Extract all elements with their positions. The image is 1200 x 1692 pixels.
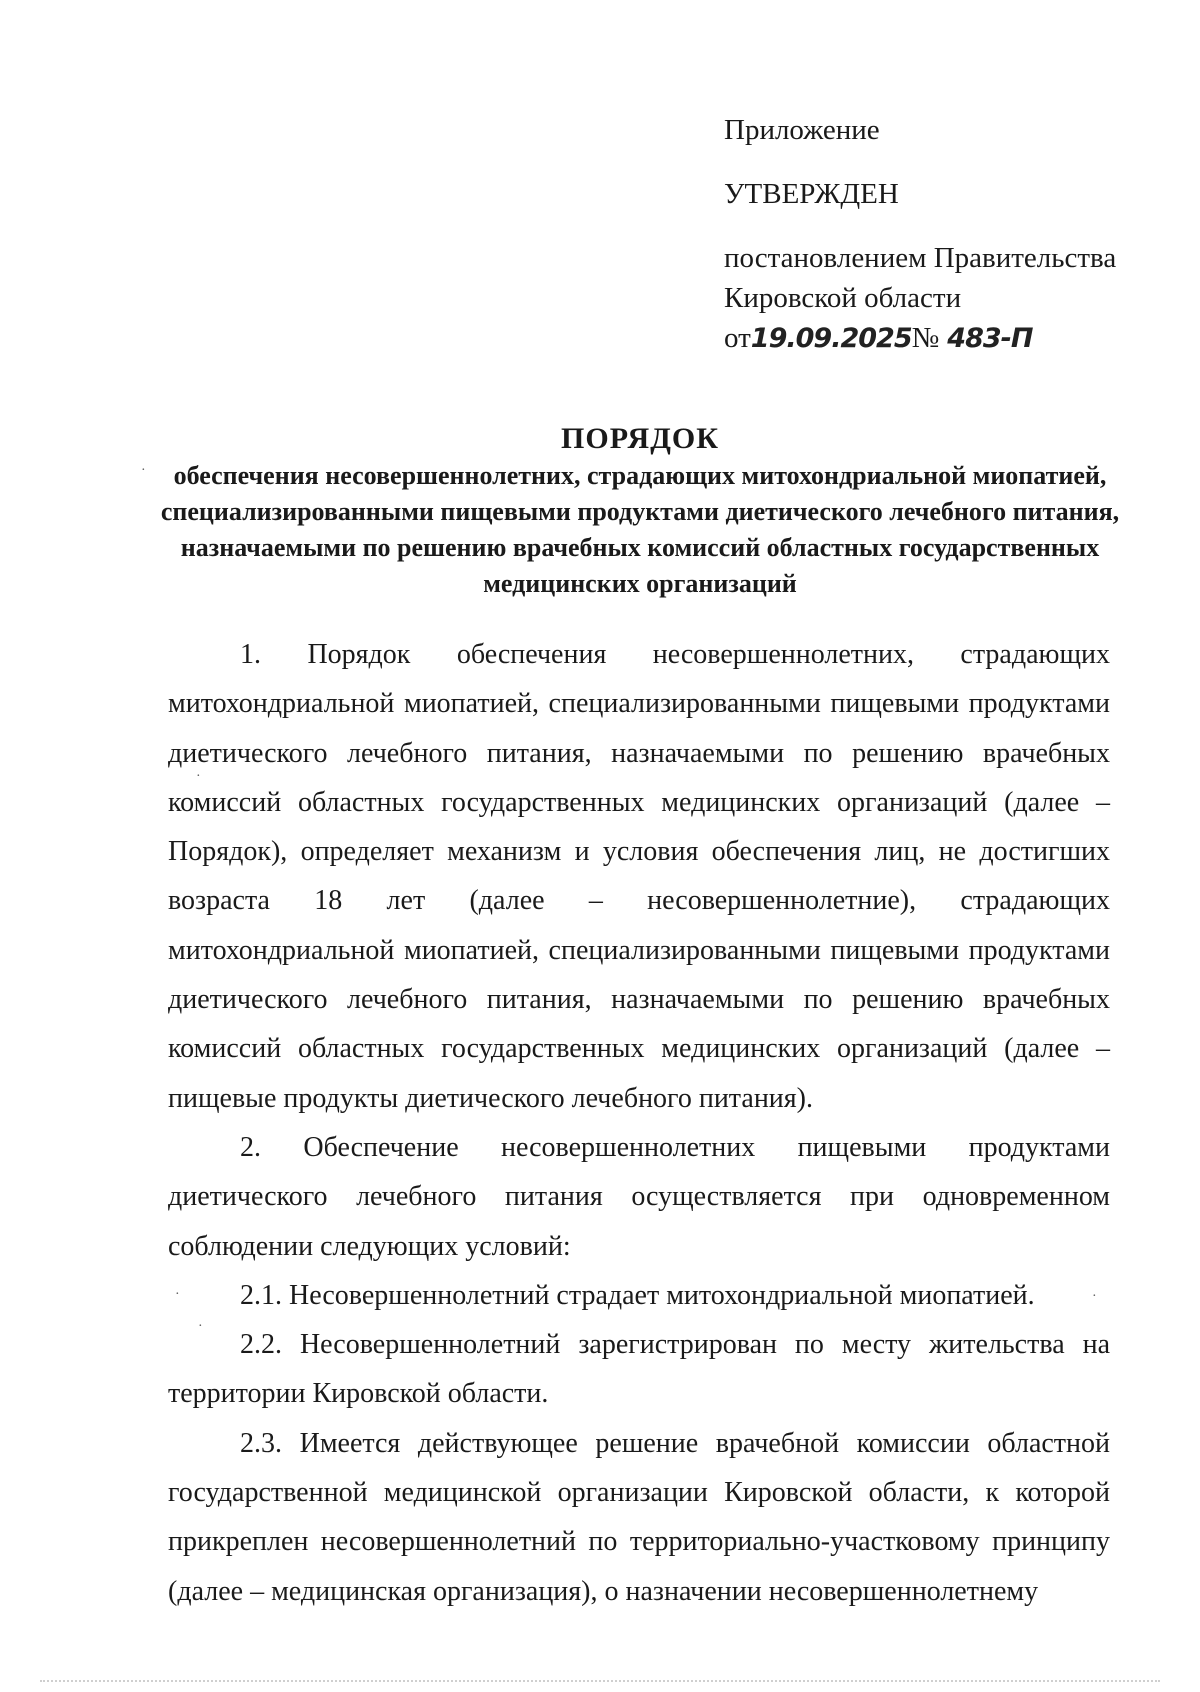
paragraph-2-3: 2.3. Имеется действующее решение врачебной комиссии областной государственной медицинской организации Кировской области, к которой прикреплен несовершеннолетний по территориально-участковому принципу (далее – медицинская организация), о назначении несовершеннолетнему	[168, 1427, 1110, 1607]
number-prefix: №	[911, 322, 940, 354]
decree-line-2: Кировской области	[724, 282, 962, 314]
scan-edge-line	[40, 1680, 1160, 1682]
paragraph-2: 2. Обеспечение несовершеннолетних пищевыми продуктами диетического лечебного питания осуществляется при одновременном соблюдении следующих условий:	[168, 1131, 1110, 1262]
paragraph-1: 1. Порядок обеспечения несовершеннолетних, страдающих митохондриальной миопатией, специализированными пищевыми продуктами диетического лечебного питания, назначаемыми по решению врачебных комиссий областных государственных медицинских организаций (далее – Порядок), определяет механизм и условия обеспечения лиц, не достигших возраста 18 лет (далее – несовершеннолетние), страдающих митохондриальной миопатией, специализированными пищевыми продуктами диетического лечебного питания, назначаемыми по решению врачебных комиссий областных государственных медицинских организаций (далее – пищевые продукты диетического лечебного питания).	[168, 639, 1110, 1114]
handwritten-number: 483-П	[947, 323, 1033, 354]
document-title-block	[150, 420, 1130, 602]
appendix-label: Приложение	[724, 114, 880, 146]
scan-speck: ·	[1092, 1289, 1097, 1304]
decree-line-1: постановлением Правительства	[724, 242, 1117, 274]
scan-speck: ·	[198, 1319, 203, 1334]
scan-speck: ·	[175, 1287, 180, 1302]
paragraph-2-2: 2.2. Несовершеннолетний зарегистрирован по месту жительства на территории Кировской области.	[168, 1329, 1110, 1410]
handwritten-date: 19.09.2025	[750, 323, 912, 354]
scan-speck: ·	[196, 769, 201, 784]
document-title: ПОРЯДОК	[561, 422, 719, 455]
date-prefix: от	[724, 322, 751, 354]
approval-block	[724, 110, 1124, 359]
scan-speck: ·	[141, 463, 146, 478]
document-subtitle: обеспечения несовершеннолетних, страдающих митохондриальной миопатией, специализированными пищевыми продуктами диетического лечебного питания, назначаемыми по решению врачебных комиссий областных государственных медицинских организаций	[160, 461, 1120, 598]
decree-date-line	[724, 318, 1124, 359]
document-body	[168, 630, 1110, 1616]
paragraph-2-1: 2.1. Несовершеннолетний страдает митохондриальной миопатией.	[240, 1279, 1035, 1311]
approved-label: УТВЕРЖДЕН	[724, 178, 899, 210]
